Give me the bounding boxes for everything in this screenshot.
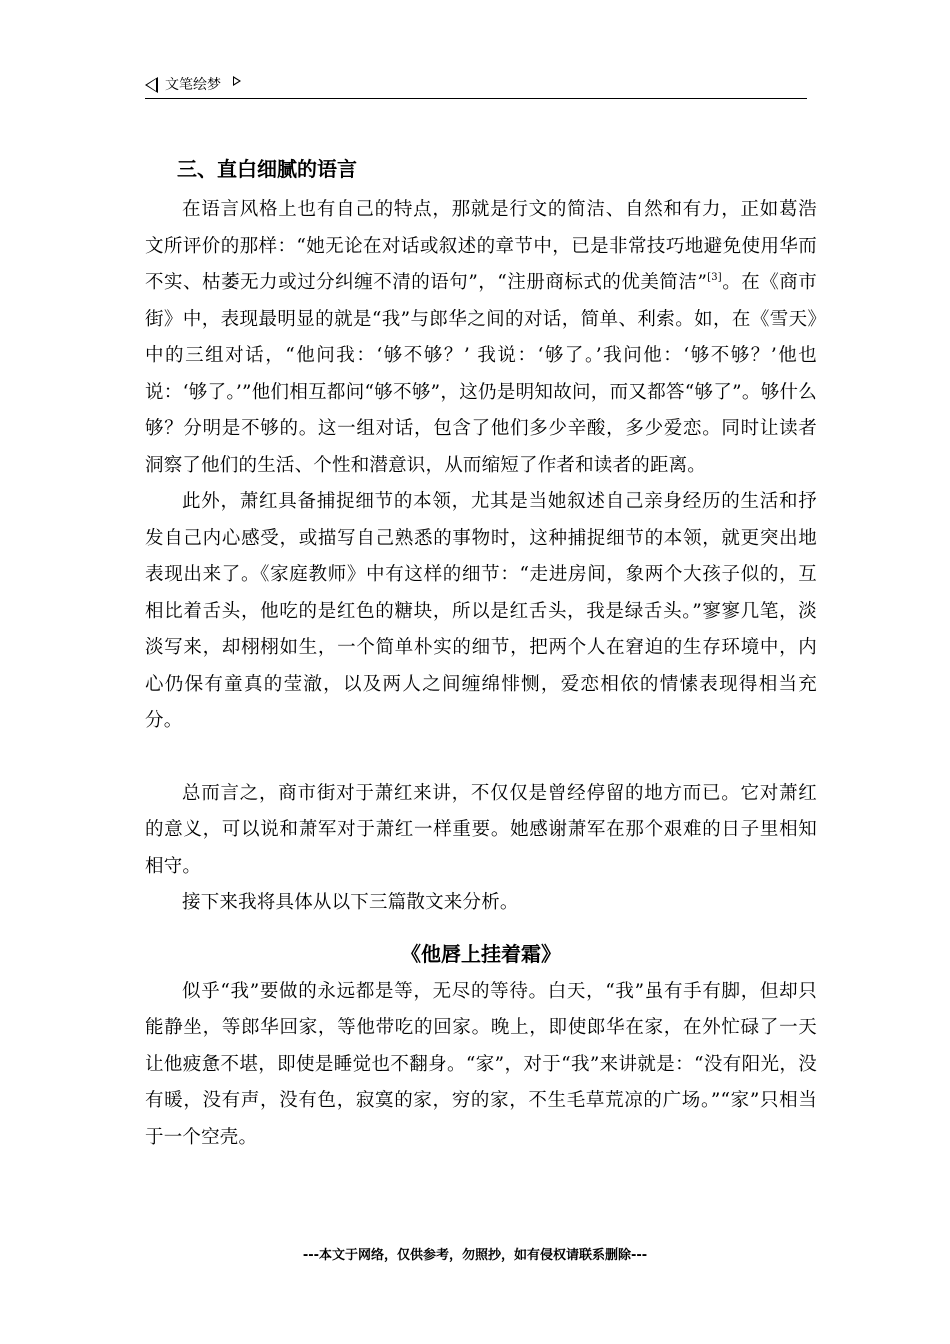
page-header xyxy=(145,72,807,99)
section-heading: 三、直白细腻的语言 xyxy=(177,157,357,181)
paragraph-text: 在语言风格上也有自己的特点，那就是行文的简洁、自然和有力，正如葛浩文所评价的那样：“她无论在对话或叙述的章节中，已是非常技巧地避免使用华而不实、枯萎无力或过分纠缠不清的语句”，“注册商标式的优美简洁” xyxy=(145,199,817,293)
paragraph-language-style xyxy=(145,192,817,484)
page-footer: ---本文于网络，仅供参考，勿照抄，如有侵权请联系删除--- xyxy=(302,1248,648,1263)
blank-line xyxy=(145,740,817,776)
paragraph-conclusion: 总而言之，商市街对于萧红来讲，不仅仅是曾经停留的地方而已。它对萧红的意义，可以说和萧军对于萧红一样重要。她感谢萧军在那个艰难的日子里相知相守。 xyxy=(145,782,817,877)
paragraph-text: 。在《商市街》中，表现最明显的就是“我”与郎华之间的对话，简单、利索。如，在《雪天》中的三组对话，“他问我：‘够不够？’ 我说：‘够了。’我问他：‘够不够？’他也说：‘够了。’”他们相互都问“够不够”，这仍是明知故问，而又都答“够了”。够什么够？分明是不够的。这一组对话，包含了他们多少辛酸，多少爱恋。同时让读者洞察了他们的生活、个性和潜意识，从而缩短了作者和读者的距离。 xyxy=(145,272,817,476)
triangle-right-icon xyxy=(233,76,241,86)
document-body xyxy=(145,152,817,1156)
triangle-left-icon xyxy=(145,77,158,93)
paragraph-essay-analysis: 似乎“我”要做的永远都是等，无尽的等待。白天，“我”虽有手有脚，但却只能静坐，等郎华回家，等他带吃的回家。晚上，即使郎华在家，在外忙碌了一天让他疲惫不堪，即使是睡觉也不翻身。“家”，对于“我”来讲就是：“没有阳光，没有暖，没有声，没有色，寂寞的家，穷的家，不生毛草荒凉的广场。”“家”只相当于一个空壳。 xyxy=(145,980,817,1148)
essay-subtitle: 《他唇上挂着霜》 xyxy=(401,941,561,966)
header-title: 文笔绘梦 xyxy=(165,77,221,93)
paragraph-transition: 接下来我将具体从以下三篇散文来分析。 xyxy=(182,892,519,913)
citation-ref: [3] xyxy=(707,272,722,283)
paragraph-details: 此外，萧红具备捕捉细节的本领，尤其是当她叙述自己亲身经历的生活和抒发自己内心感受，或描写自己熟悉的事物时，这种捕捉细节的本领，就更突出地表现出来了。《家庭教师》中有这样的细节：“走进房间，象两个大孩子似的，互相比着舌头，他吃的是红色的糖块，所以是红舌头，我是绿舌头。”寥寥几笔，淡淡写来，却栩栩如生，一个简单朴实的细节，把两个人在窘迫的生存环境中，内心仍保有童真的莹澈，以及两人之间缠绵悱恻，爱恋相依的情愫表现得相当充分。 xyxy=(145,491,817,731)
